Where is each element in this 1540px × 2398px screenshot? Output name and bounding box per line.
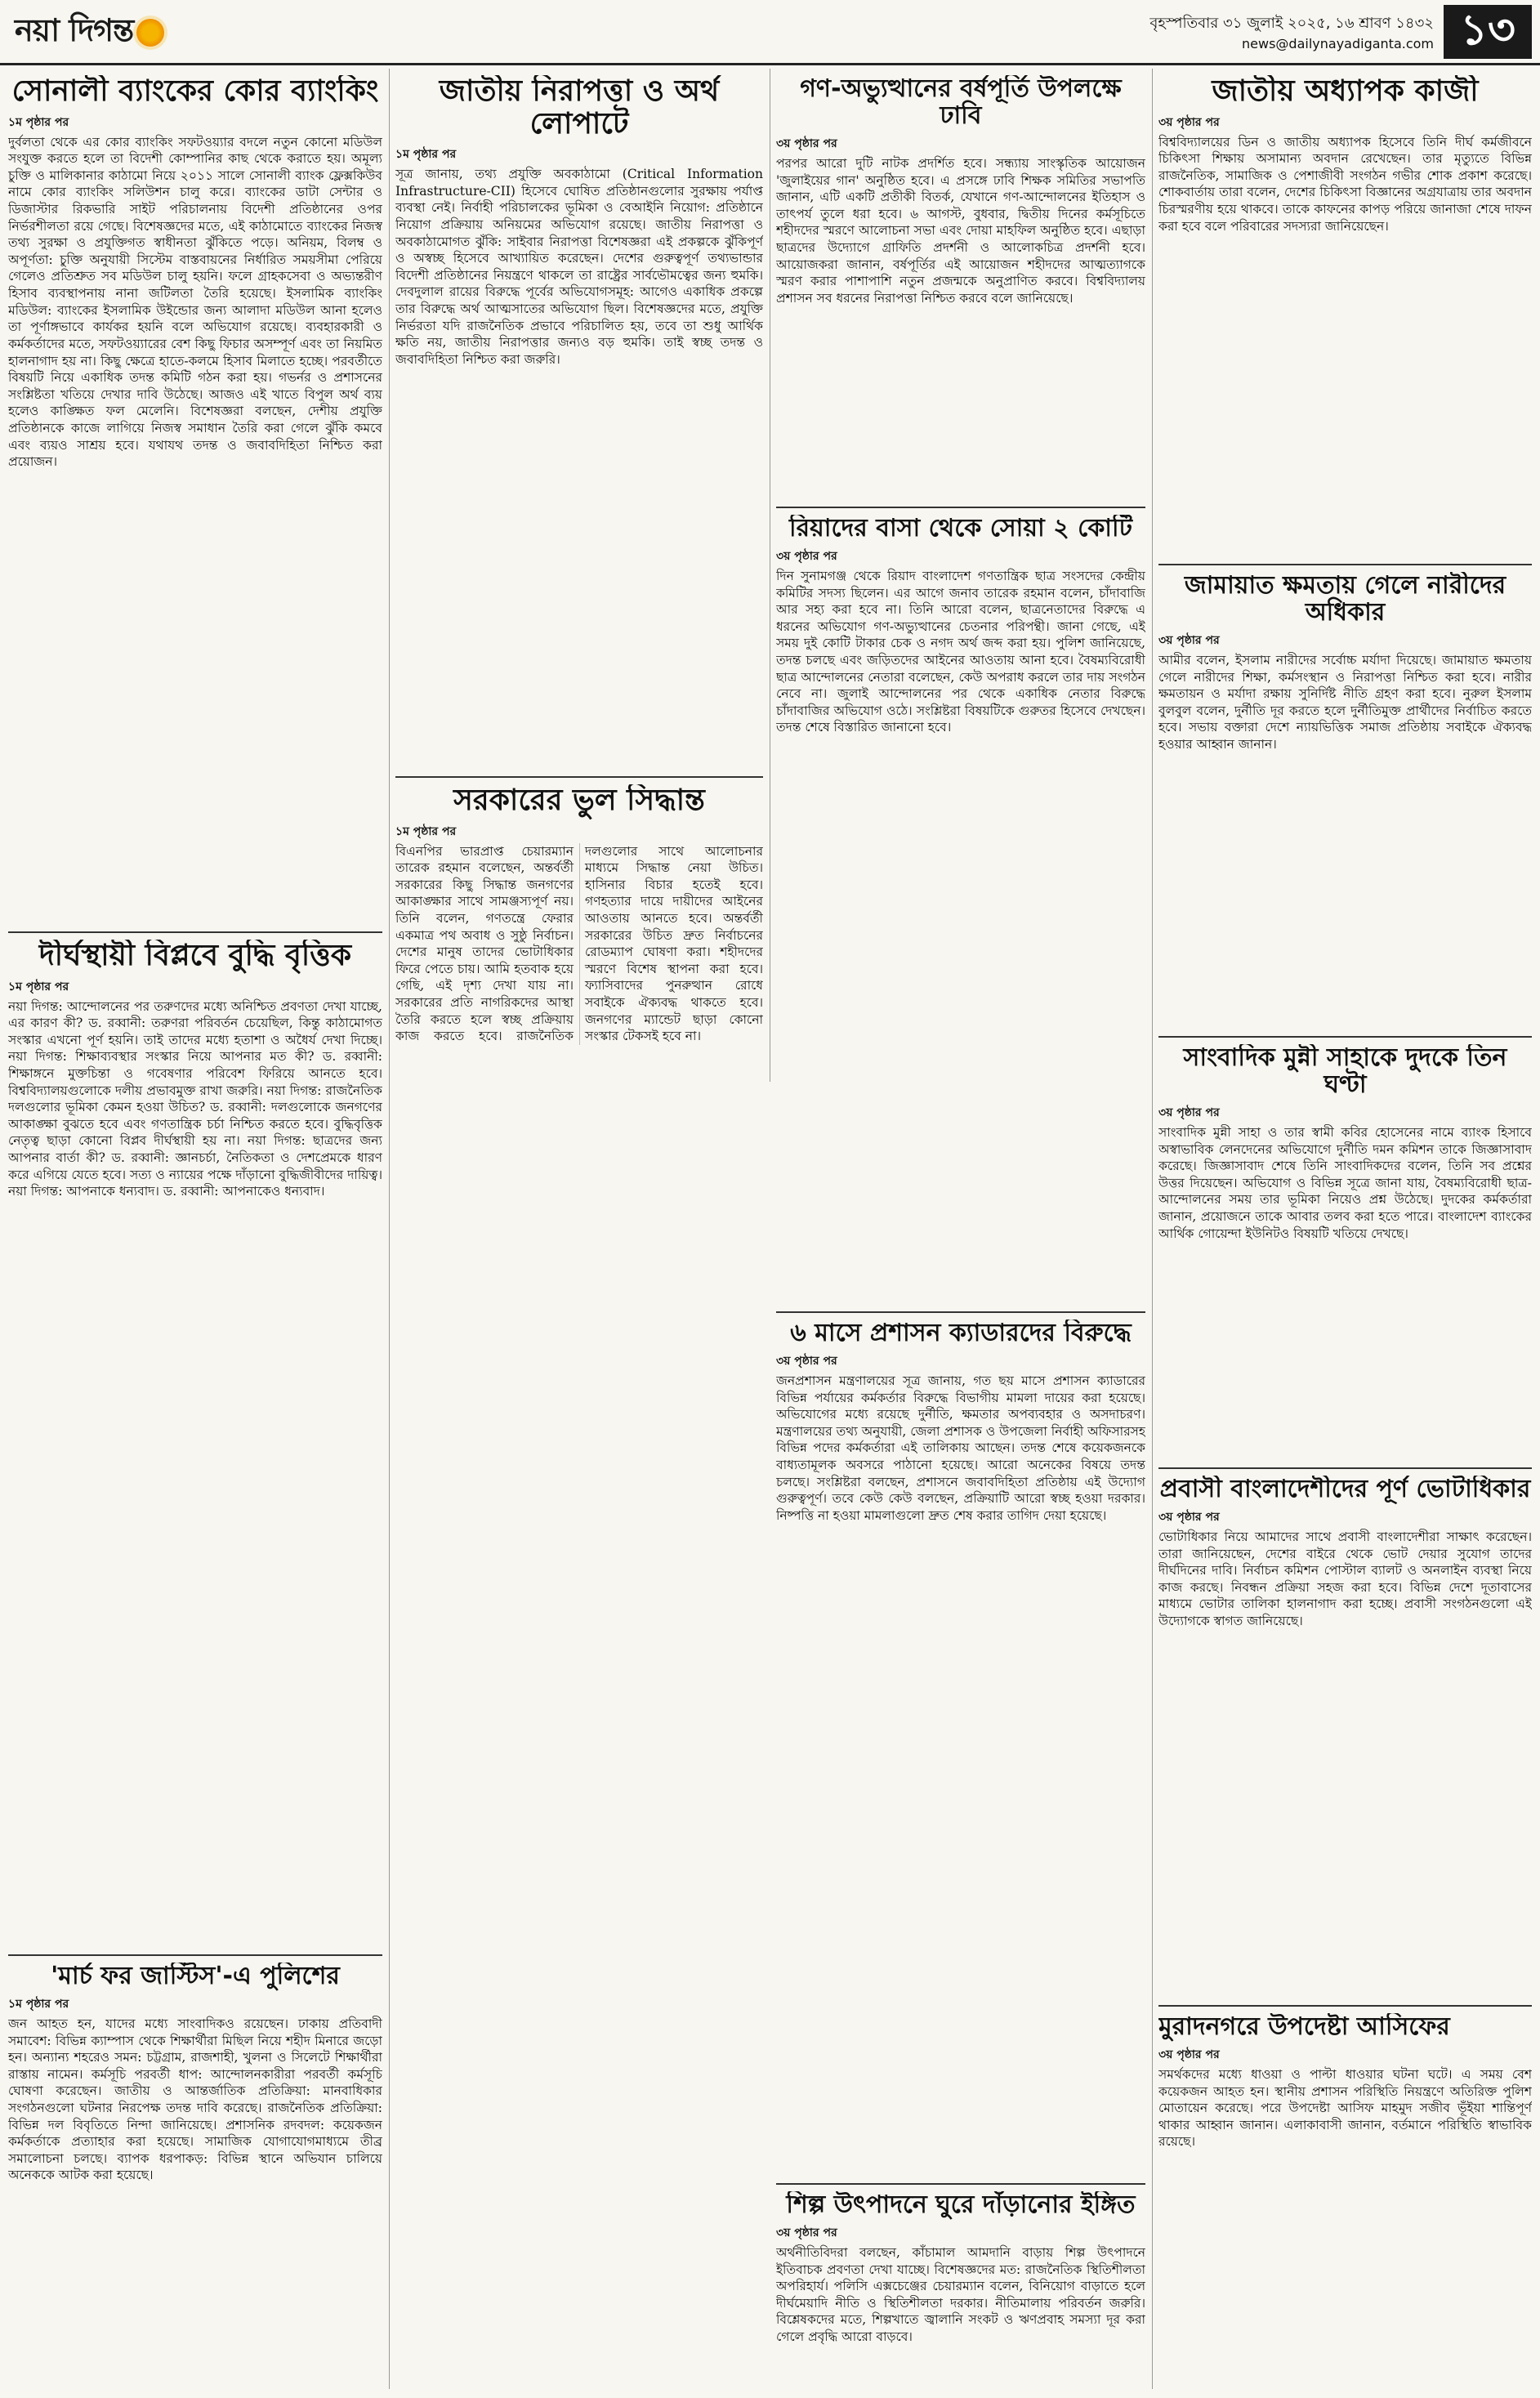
headline: 'মার্চ ফর জাস্টিস'-এ পুলিশের bbox=[51, 1963, 340, 1990]
masthead bbox=[0, 0, 1540, 65]
section-divider bbox=[1158, 2005, 1532, 2007]
continuation-label: ৩য় পৃষ্ঠার পর bbox=[1158, 634, 1220, 647]
section-divider bbox=[1158, 1036, 1532, 1038]
article-body: দুর্বলতা থেকে এর কোর ব্যাংকিং সফটওয়্যার বদলে নতুন কোনো মডিউল সংযুক্ত করতে হলে তা বিদেশী কোম্পানির কাছ থেকে করাতে হয়। অমূল্য চুক্তি ও মালিকানার কাঠামো নিয়ে ২০১১ সালে সোনালী ব্যাংক ফ্লেক্সকিউব নামে কোর ব্যাংকিং সলিউশন চালু করে। ব্যাংকের ডাটা সেন্টার ও ডিজাস্টার রিকভারি সাইট পরিচালনায় বিদেশী প্রতিষ্ঠানের ওপর নির্ভরশীলতা রয়ে গেছে। বিশেষজ্ঞদের মতে, এই কাঠামোতে ব্যাংকের নিজস্ব তথ্য সুরক্ষা ও প্রযুক্তিগত স্বাধীনতা ঝুঁকিতে পড়ে। অনিয়ম, বিলম্ব ও অপূর্ণতা: চুক্তি অনুযায়ী সিস্টেম বাস্তবায়নের নির্ধারিত সময়সীমা পেরিয়ে গেলেও প্রতিশ্রুত সব মডিউল চালু হয়নি। ফলে গ্রাহকসেবা ও অভ্যন্তরীণ হিসাব ব্যবস্থাপনায় নানা জটিলতা তৈরি হয়েছে। ইসলামিক ব্যাংকিং মডিউল: ব্যাংকের ইসলামিক উইন্ডোর জন্য আলাদা মডিউল আনা হলেও তা পূর্ণাঙ্গভাবে কার্যকর হয়নি বলে অভিযোগ রয়েছে। ব্যবহারকারী ও কর্মকর্তাদের মতে, সফটওয়্যারের বেশ কিছু ফিচার অসম্পূর্ণ এবং তা নিয়মিত হালনাগাদ হয় না। কিছু ক্ষেত্রে হাতে-কলমে হিসাব মিলাতে হচ্ছে। পরবর্তীতে বিষয়টি নিয়ে একাধিক তদন্ত কমিটি গঠন করা হয়। গভর্নর ও প্রশাসনের সংশ্লিষ্টতা খতিয়ে দেখার দাবি উঠেছে। আজও এই খাতে বিপুল অর্থ ব্যয় হলেও কাঙ্ক্ষিত ফল মেলেনি। বিশেষজ্ঞরা বলছেন, দেশীয় প্রযুক্তি প্রতিষ্ঠানকে কাজে লাগিয়ে নিজস্ব সমাধান তৈরি করা গেলে ঝুঁকি কমবে এবং ব্যয়ও সাশ্রয় হবে। যথাযথ তদন্ত ও জবাবদিহিতা নিশ্চিত করা প্রয়োজন। bbox=[8, 134, 382, 470]
article-industry bbox=[776, 2191, 1145, 2391]
continuation-label: ৩য় পৃষ্ঠার পর bbox=[1158, 1511, 1220, 1524]
continuation-label: ৩য় পৃষ্ঠার পর bbox=[776, 1355, 837, 1368]
section-divider bbox=[776, 1311, 1145, 1313]
article-security bbox=[395, 75, 763, 770]
headline: রিয়াদের বাসা থেকে সোয়া ২ কোটি bbox=[789, 515, 1132, 543]
section-divider bbox=[776, 2183, 1145, 2185]
sun-icon bbox=[136, 19, 164, 47]
article-body: পরপর আরো দুটি নাটক প্রদর্শিত হবে। সন্ধ্যায় সাংস্কৃতিক আয়োজন 'জুলাইয়ের গান' অনুষ্ঠিত হবে। এ প্রসঙ্গে ঢাবি শিক্ষক সমিতির সভাপতি জানান, এটি একটি প্রতীকী বিতর্ক, যেখানে গণ-আন্দোলনের ইতিহাস ও তাৎপর্য তুলে ধরা হবে। ৬ আগস্ট, বুধবার, দ্বিতীয় দিনের কর্মসূচিতে শহীদদের স্মরণে আলোচনা সভা এবং দোয়া মাহফিল অনুষ্ঠিত হবে। এছাড়া ছাত্রদের উদ্যোগে গ্রাফিতি প্রদর্শনী ও আলোকচিত্র প্রদর্শনী হবে। আয়োজকরা জানান, বর্ষপূর্তির এই আয়োজন শহীদদের আত্মত্যাগকে স্মরণ করার পাশাপাশি নতুন প্রজন্মকে অনুপ্রাণিত করবে। বিশ্ববিদ্যালয় প্রশাসন সব ধরনের নিরাপত্তা নিশ্চিত করবে বলে জানিয়েছে। bbox=[776, 156, 1145, 306]
continuation-label: ৩য় পৃষ্ঠার পর bbox=[1158, 1106, 1220, 1119]
headline: ৬ মাসে প্রশাসন ক্যাডারদের বিরুদ্ধে bbox=[790, 1320, 1132, 1347]
section-divider bbox=[1158, 1467, 1532, 1469]
headline: সোনালী ব্যাংকের কোর ব্যাংকিং bbox=[11, 75, 379, 108]
article-bank bbox=[8, 75, 382, 925]
headline: দীর্ঘস্থায়ী বিপ্লবে বুদ্ধি বৃত্তিক bbox=[38, 940, 352, 972]
continuation-label: ৩য় পৃষ্ঠার পর bbox=[776, 137, 837, 150]
page-number: ১৩ bbox=[1444, 5, 1532, 59]
headline: গণ-অভ্যুত্থানের বর্ষপূর্তি উপলক্ষে ঢাবি bbox=[800, 75, 1122, 130]
article-intellect bbox=[8, 940, 382, 1949]
article-cadre bbox=[776, 1320, 1145, 2177]
article-body: ভোটাধিকার নিয়ে আমাদের সাথে প্রবাসী বাংলাদেশীরা সাক্ষাৎ করেছেন। তারা জানিয়েছেন, দেশের বাইরে থেকে ভোট দেয়ার সুযোগ তাদের দীর্ঘদিনের দাবি। নির্বাচন কমিশন পোস্টাল ব্যালট ও অনলাইন ব্যবস্থা নিয়ে কাজ করছে। নিবন্ধন প্রক্রিয়া সহজ করা হবে। বিভিন্ন দেশে দূতাবাসের মাধ্যমে ভোটার তালিকা হালনাগাদ করা হচ্ছে। প্রবাসী সংগঠনগুলো এই উদ্যোগকে স্বাগত জানিয়েছে। bbox=[1158, 1529, 1532, 1629]
logo-text: নয়া দিগন্ত bbox=[15, 12, 134, 48]
article-jamaat bbox=[1158, 572, 1532, 1029]
section-divider bbox=[8, 1954, 382, 1956]
continuation-label: ১ম পৃষ্ঠার পর bbox=[8, 980, 69, 994]
continuation-label: ১ম পৃষ্ঠার পর bbox=[395, 824, 457, 838]
section-divider bbox=[1158, 564, 1532, 565]
section-divider bbox=[395, 776, 763, 778]
article-body: বিশ্ববিদ্যালয়ের ডিন ও জাতীয় অধ্যাপক হিসেবে তিনি দীর্ঘ কর্মজীবনে চিকিৎসা শিক্ষায় অসামান্য অবদান রেখেছেন। তার মৃত্যুতে বিভিন্ন রাজনৈতিক, সামাজিক ও পেশাজীবী সংগঠন গভীর শোক প্রকাশ করেছে। শোকবার্তায় তারা বলেন, দেশের চিকিৎসা বিজ্ঞানের অগ্রযাত্রায় তার অবদান চিরস্মরণীয় হয়ে থাকবে। তাকে কাফনের কাপড় পরিয়ে জানাজা শেষে দাফন করা হবে বলে পরিবারের সদস্যরা জানিয়েছেন। bbox=[1158, 134, 1532, 234]
newspaper-logo bbox=[15, 8, 203, 57]
article-gono bbox=[776, 75, 1145, 500]
article-professor bbox=[1158, 75, 1532, 557]
article-body: জন আহত হন, যাদের মধ্যে সাংবাদিকও রয়েছেন। ঢাকায় প্রতিবাদী সমাবেশ: বিভিন্ন ক্যাম্পাস থেকে শিক্ষার্থীরা মিছিল নিয়ে শহীদ মিনারে জড়ো হন। অন্যান্য শহরেও সমন: চট্টগ্রাম, রাজশাহী, খুলনা ও সিলেটে শিক্ষার্থীরা রাস্তায় নামেন। কর্মসূচি পরবর্তী ধাপ: আন্দোলনকারীরা পরবর্তী কর্মসূচি ঘোষণা করেছেন। জাতীয় ও আন্তর্জাতিক প্রতিক্রিয়া: মানবাধিকার সংগঠনগুলো ঘটনার নিরপেক্ষ তদন্ত দাবি করেছে। রাজনৈতিক প্রতিক্রিয়া: বিভিন্ন দল বিবৃতিতে নিন্দা জানিয়েছে। প্রশাসনিক রদবদল: কয়েকজন কর্মকর্তাকে প্রত্যাহার করা হয়েছে। সামাজিক যোগাযোগমাধ্যমে তীব্র সমালোচনা চলছে। ব্যাপক ধরপাকড়: বিভিন্ন স্থানে অভিযান চালিয়ে অনেককে আটক করা হয়েছে। bbox=[8, 2016, 382, 2183]
headline: জামায়াত ক্ষমতায় গেলে নারীদের অধিকার bbox=[1184, 572, 1507, 627]
article-body: অর্থনীতিবিদরা বলছেন, কাঁচামাল আমদানি বাড়ায় শিল্প উৎপাদনে ইতিবাচক প্রবণতা দেখা যাচ্ছে। বিশেষজ্ঞদের মত: রাজনৈতিক স্থিতিশীলতা অপরিহার্য। পলিসি এক্সচেঞ্জের চেয়ারম্যান বলেন, বিনিয়োগ বাড়াতে হলে দীর্ঘমেয়াদি নীতি ও স্থিতিশীলতা দরকার। নীতিমালায় পরিবর্তন জরুরি। বিশ্লেষকদের মতে, শিল্পখাতে জ্বালানি সংকট ও ঋণপ্রবাহ সমস্যা দূর করা গেলে প্রবৃদ্ধি আরো বাড়বে। bbox=[776, 2245, 1145, 2345]
continuation-label: ৩য় পৃষ্ঠার পর bbox=[776, 550, 837, 563]
section-divider bbox=[776, 507, 1145, 508]
article-riaz bbox=[776, 515, 1145, 1303]
continuation-label: ১ম পৃষ্ঠার পর bbox=[8, 1998, 69, 2011]
continuation-label: ৩য় পৃষ্ঠার পর bbox=[776, 2226, 837, 2239]
continuation-label: ৩য় পৃষ্ঠার পর bbox=[1158, 115, 1220, 129]
article-body: সাংবাদিক মুন্নী সাহা ও তার স্বামী কবির হোসেনের নামে ব্যাংক হিসাবে অস্বাভাবিক লেনদেনের অভিযোগে দুর্নীতি দমন কমিশন তাকে জিজ্ঞাসাবাদ করেছে। জিজ্ঞাসাবাদ শেষে তিনি সাংবাদিকদের বলেন, তিনি সব প্রশ্নের উত্তর দিয়েছেন। অভিযোগ ও বিভিন্ন সূত্রে জানা যায়, বৈষম্যবিরোধী ছাত্র-আন্দোলনের সময় তার ভূমিকা নিয়েও প্রশ্ন উঠেছে। দুদকের কর্মকর্তারা জানান, প্রয়োজনে তাকে আবার তলব করা হতে পারে। বাংলাদেশ ব্যাংকের আর্থিক গোয়েন্দা ইউনিটও বিষয়টি খতিয়ে দেখছে। bbox=[1158, 1125, 1532, 1241]
article-march bbox=[8, 1963, 382, 2391]
column-divider bbox=[1152, 69, 1153, 2389]
article-body: নয়া দিগন্ত: আন্দোলনের পর তরুণদের মধ্যে অনিশ্চিত প্রবণতা দেখা যাচ্ছে, এর কারণ কী? ড. রব্বানী: তরুণরা পরিবর্তন চেয়েছিল, কিন্তু কাঠামোগত সংস্কার এখনো পূর্ণ হয়নি। তাই তাদের মধ্যে হতাশা ও অধৈর্য দেখা দিচ্ছে। নয়া দিগন্ত: শিক্ষাব্যবস্থার সংস্কার নিয়ে আপনার মত কী? ড. রব্বানী: শিক্ষাঙ্গনে মুক্তচিন্তা ও গবেষণার পরিবেশ ফিরিয়ে আনতে হবে। বিশ্ববিদ্যালয়গুলোকে দলীয় প্রভাবমুক্ত রাখা জরুরি। নয়া দিগন্ত: রাজনৈতিক দলগুলোর ভূমিকা কেমন হওয়া উচিত? ড. রব্বানী: দলগুলোকে জনগণের আকাঙ্ক্ষা বুঝতে হবে এবং গণতান্ত্রিক চর্চা নিশ্চিত করতে হবে। বুদ্ধিবৃত্তিক নেতৃত্ব ছাড়া কোনো বিপ্লব দীর্ঘস্থায়ী হয় না। নয়া দিগন্ত: ছাত্রদের জন্য আপনার বার্তা কী? ড. রব্বানী: জ্ঞানচর্চা, নৈতিকতা ও দেশপ্রেমকে ধারণ করে এগিয়ে যেতে হবে। সত্য ও ন্যায়ের পক্ষে দাঁড়ানো বুদ্ধিজীবীদের দায়িত্ব। নয়া দিগন্ত: আপনাকে ধন্যবাদ। ড. রব্বানী: আপনাকেও ধন্যবাদ। bbox=[8, 998, 382, 1199]
issue-date: বৃহস্পতিবার ৩১ জুলাই ২০২৫, ১৬ শ্রাবণ ১৪৩২ bbox=[1149, 15, 1434, 32]
article-body: আমীর বলেন, ইসলাম নারীদের সর্বোচ্চ মর্যাদা দিয়েছে। জামায়াত ক্ষমতায় গেলে নারীদের শিক্ষা, কর্মসংস্থান ও নিরাপত্তা নিশ্চিত করা হবে। নারীর ক্ষমতায়ন ও মর্যাদা রক্ষায় সুনির্দিষ্ট নীতি গ্রহণ করা হবে। নুরুল ইসলাম বুলবুল বলেন, দুর্নীতি দূর করতে হলে দুর্নীতিমুক্ত প্রার্থীদের নির্বাচিত করতে হবে। সভায় বক্তারা দেশে ন্যায়ভিত্তিক সমাজ প্রতিষ্ঠায় সবাইকে ঐক্যবদ্ধ হওয়ার আহ্বান জানান। bbox=[1158, 653, 1532, 752]
article-munni bbox=[1158, 1044, 1532, 1461]
column-divider bbox=[389, 69, 390, 2389]
continuation-label: ১ম পৃষ্ঠার পর bbox=[8, 115, 69, 129]
headline: জাতীয় অধ্যাপক কাজী bbox=[1212, 75, 1479, 108]
continuation-label: ১ম পৃষ্ঠার পর bbox=[395, 148, 457, 162]
headline: শিল্প উৎপাদনে ঘুরে দাঁড়ানোর ইঙ্গিত bbox=[786, 2191, 1136, 2219]
headline: প্রবাসী বাংলাদেশীদের পূর্ণ ভোটাধিকার bbox=[1159, 1476, 1531, 1503]
section-divider bbox=[8, 931, 382, 933]
article-muradnagar bbox=[1158, 2013, 1532, 2391]
continuation-label: ৩য় পৃষ্ঠার পর bbox=[1158, 2048, 1220, 2061]
email-address: news@dailynayadiganta.com bbox=[1242, 36, 1434, 51]
headline: জাতীয় নিরাপত্তা ও অর্থ লোপাটে bbox=[439, 75, 720, 141]
article-body: সূত্র জানায়, তথ্য প্রযুক্তি অবকাঠামো (Critical Information Infrastructure-CII) হিসেবে ঘোষিত প্রতিষ্ঠানগুলোর সুরক্ষায় পর্যাপ্ত ব্যবস্থা নেই। নির্বাহী পরিচালকের ভূমিকা ও বেআইনি নিয়োগ: প্রতিষ্ঠানে নিয়োগ প্রক্রিয়ায় অনিয়মের অভিযোগ রয়েছে। জাতীয় নিরাপত্তা ও অবকাঠামোগত ঝুঁকি: সাইবার নিরাপত্তা বিশেষজ্ঞরা এই প্রকল্পকে ঝুঁকিপূর্ণ ও অস্বচ্ছ হিসেবে আখ্যায়িত করেছেন। দেশের গুরুত্বপূর্ণ তথ্যভান্ডার বিদেশী প্রতিষ্ঠানের নিয়ন্ত্রণে থাকলে তা রাষ্ট্রের সার্বভৌমত্বের জন্য হুমকি। দেবদুলাল রায়ের বিরুদ্ধে পূর্বের অভিযোগসমূহ: আগেও একাধিক প্রকল্পে তার বিরুদ্ধে অর্থ আত্মসাতের অভিযোগ ছিল। বিশেষজ্ঞদের মতে, প্রযুক্তি নির্ভরতা যদি রাজনৈতিক প্রভাবে পরিচালিত হয়, তবে তা শুধু আর্থিক ক্ষতি নয়, জাতীয় নিরাপত্তার জন্যও বড় হুমকি। তাই স্বচ্ছ তদন্ত ও জবাবদিহিতা নিশ্চিত করা জরুরি। bbox=[395, 167, 763, 367]
headline: সরকারের ভুল সিদ্ধান্ত bbox=[453, 784, 705, 817]
article-expat bbox=[1158, 1476, 1532, 1998]
headline: সাংবাদিক মুন্নী সাহাকে দুদকে তিন ঘণ্টা bbox=[1183, 1044, 1507, 1099]
article-body: জনপ্রশাসন মন্ত্রণালয়ের সূত্র জানায়, গত ছয় মাসে প্রশাসন ক্যাডারের বিভিন্ন পর্যায়ের কর্মকর্তার বিরুদ্ধে বিভাগীয় মামলা দায়ের করা হয়েছে। অভিযোগের মধ্যে রয়েছে দুর্নীতি, ক্ষমতার অপব্যবহার ও অসদাচরণ। মন্ত্রণালয়ের তথ্য অনুযায়ী, জেলা প্রশাসক ও উপজেলা নির্বাহী অফিসারসহ বিভিন্ন পদের কর্মকর্তারা এই তালিকায় আছেন। তদন্ত শেষে কয়েকজনকে বাধ্যতামূলক অবসরে পাঠানো হয়েছে। আরো অনেকের বিষয়ে তদন্ত চলছে। সংশ্লিষ্টরা বলছেন, প্রশাসনে জবাবদিহিতা প্রতিষ্ঠায় এই উদ্যোগ গুরুত্বপূর্ণ। তবে কেউ কেউ বলছেন, প্রক্রিয়াটি আরো স্বচ্ছ হওয়া দরকার। নিষ্পত্তি না হওয়া মামলাগুলো দ্রুত শেষ করার তাগিদ দেয়া হয়েছে। bbox=[776, 1373, 1145, 1523]
article-body: দিন সুনামগঞ্জ থেকে রিয়াদ বাংলাদেশ গণতান্ত্রিক ছাত্র সংসদের কেন্দ্রীয় কমিটির সদস্য ছিলেন। এর আগে জনাব তারেক রহমান বলেন, চাঁদাবাজি আর সহ্য করা হবে না। তিনি আরো বলেন, ছাত্রনেতাদের বিরুদ্ধে এ ধরনের অভিযোগ গণ-অভ্যুত্থানের চেতনার পরিপন্থী। জানা গেছে, এই সময় দুই কোটি টাকার চেক ও নগদ অর্থ জব্দ করা হয়। পুলিশ জানিয়েছে, তদন্ত চলছে এবং জড়িতদের আইনের আওতায় আনা হবে। বৈষম্যবিরোধী ছাত্র আন্দোলনের নেতারা বলেছেন, কেউ অপরাধ করলে তার দায় সংগঠন নেবে না। জুলাই আন্দোলনের পর থেকে একাধিক নেতার বিরুদ্ধে চাঁদাবাজির অভিযোগ ওঠে। সংশ্লিষ্টরা বিষয়টিকে গুরুতর হিসেবে দেখছেন। তদন্ত শেষে বিস্তারিত জানানো হবে। bbox=[776, 569, 1145, 735]
article-decision bbox=[395, 784, 763, 2391]
article-body: সমর্থকদের মধ্যে ধাওয়া ও পাল্টা ধাওয়ার ঘটনা ঘটে। এ সময় বেশ কয়েকজন আহত হন। স্থানীয় প্রশাসন পরিস্থিতি নিয়ন্ত্রণে অতিরিক্ত পুলিশ মোতায়েন করেছে। পরে উপদেষ্টা আসিফ মাহমুদ সজীব ভূঁইয়া শান্তিপূর্ণ থাকার আহ্বান জানান। এলাকাবাসী জানান, বর্তমানে পরিস্থিতি স্বাভাবিক রয়েছে। bbox=[1158, 2067, 1532, 2150]
headline: মুরাদনগরে উপদেষ্টা আসিফের bbox=[1158, 2013, 1450, 2041]
article-body: বিএনপির ভারপ্রাপ্ত চেয়ারম্যান তারেক রহমান বলেছেন, অন্তর্বর্তী সরকারের কিছু সিদ্ধান্ত জনগণের আকাঙ্ক্ষার সাথে সামঞ্জস্যপূর্ণ নয়। তিনি বলেন, গণতন্ত্রে ফেরার একমাত্র পথ অবাধ ও সুষ্ঠু নির্বাচন। দেশের মানুষ তাদের ভোটাধিকার ফিরে পেতে চায়। আমি হতবাক হয়ে গেছি, এই দৃশ্য দেখা যায় না। সরকারের প্রতি নাগরিকদের আস্থা তৈরি করতে হলে স্বচ্ছ প্রক্রিয়ায় কাজ করতে হবে। রাজনৈতিক দলগুলোর সাথে আলোচনার মাধ্যমে সিদ্ধান্ত নেয়া উচিত। হাসিনার বিচার হতেই হবে। গণহত্যার দায়ে দায়ীদের আইনের আওতায় আনতে হবে। অন্তর্বর্তী সরকারের উচিত দ্রুত নির্বাচনের রোডম্যাপ ঘোষণা করা। শহীদদের স্মরণে বিশেষ স্থাপনা করা হবে। ফ্যাসিবাদের পুনরুত্থান রোধে সবাইকে ঐক্যবদ্ধ থাকতে হবে। জনগণের ম্যান্ডেট ছাড়া কোনো সংস্কার টেকসই হবে না। bbox=[395, 843, 763, 1044]
